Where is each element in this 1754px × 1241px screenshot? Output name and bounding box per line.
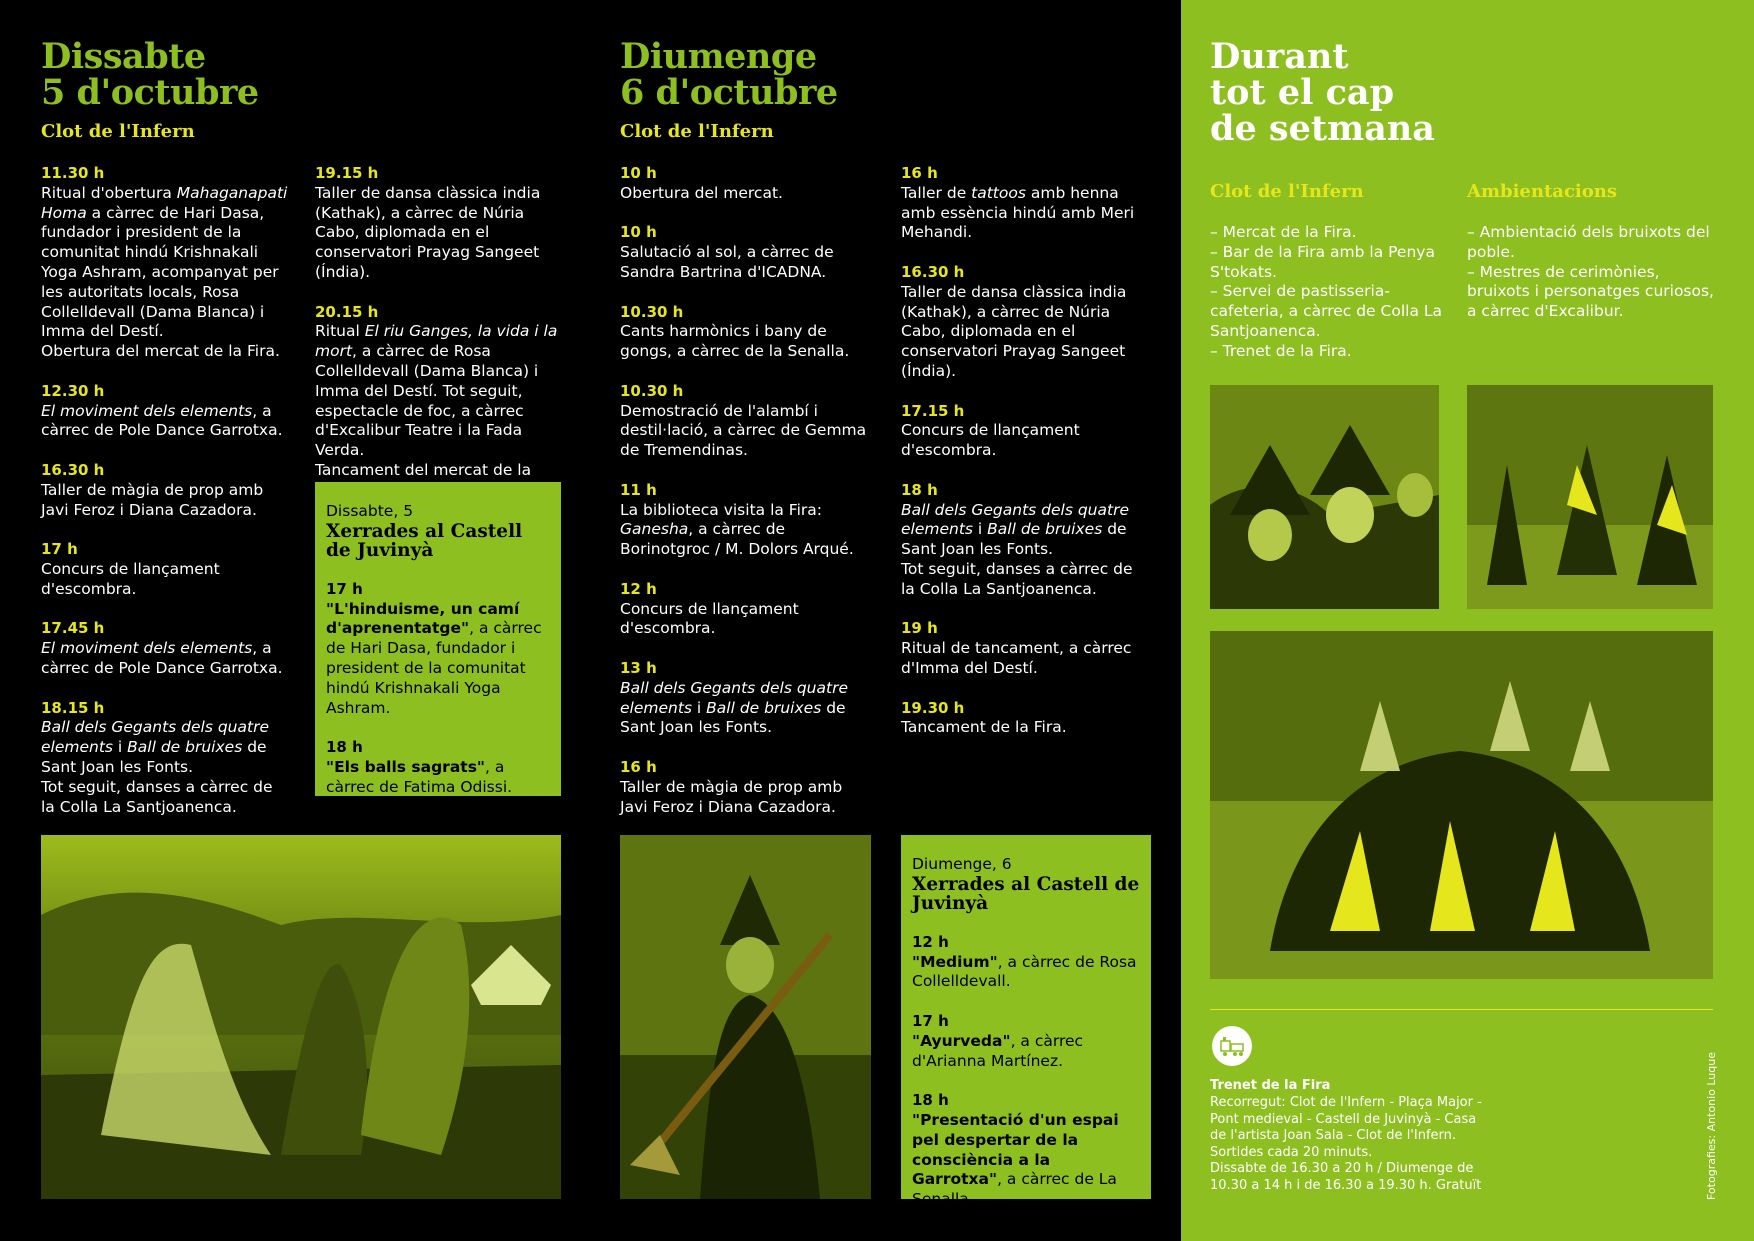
saturday-schedule-col2 — [315, 164, 565, 520]
event-time: 18 h — [912, 1091, 949, 1110]
schedule-item — [620, 382, 870, 461]
weekend-title — [1210, 36, 1435, 149]
saturday-title — [41, 36, 259, 113]
list-item: Dissabte de 16.30 a 20 h / Diumenge de — [1210, 1161, 1474, 1176]
event-description: Ritual d'obertura Mahaganapati Homa a càrrec de Hari Dasa, fundador i president de la comunitat hindú Krishnakali Yoga Ashram, acompanyat per les autoritats locals, Rosa Collelldevall (Dama Blanca) i Imma del Destí. Obertura del mercat de la Fira. — [41, 183, 288, 361]
sunday-schedule-col1 — [620, 164, 870, 837]
event-time: 16 h — [620, 757, 657, 776]
event-description: Taller de màgia de prop amb Javi Feroz i Diana Cazadora. — [620, 777, 843, 816]
event-time: 10 h — [620, 164, 657, 182]
weekend-title-line3: de setmana — [1210, 108, 1435, 149]
schedule-item — [620, 580, 870, 639]
schedule-item — [326, 738, 550, 797]
saturday-talks-box — [315, 482, 561, 796]
event-description: "Presentació d'un espai pel despertar de la consciència a la Garrotxa", a càrrec de La Senalla — [912, 1110, 1119, 1209]
event-time: 17 h — [41, 540, 78, 559]
schedule-item — [901, 699, 1151, 739]
schedule-item — [41, 164, 288, 362]
schedule-item — [326, 580, 550, 719]
event-time: 11 h — [620, 480, 657, 499]
schedule-item — [620, 659, 870, 738]
event-description: Ball dels Gegants dels quatre elements i Ball de bruixes de Sant Joan les Fonts. Tot seguit, danses a càrrec de la Colla La Santjoanenca. — [901, 500, 1133, 598]
weekend-ambient-list — [1467, 223, 1722, 322]
schedule-item — [912, 1091, 1140, 1210]
weekend-ambient-section — [1467, 181, 1722, 322]
saturday-title-line2: 5 d'octubre — [41, 72, 259, 113]
event-time: 12 h — [620, 579, 657, 598]
event-time: 10 h — [620, 223, 657, 242]
schedule-item — [315, 303, 565, 501]
photo-giants-dance — [41, 835, 561, 1199]
event-description: "L'hinduisme, un camí d'aprenentatge", a càrrec de Hari Dasa, fundador i president de la comunitat hindú Krishnakali Yoga Ashram. — [326, 599, 542, 717]
event-description: El moviment dels elements, a càrrec de Pole Dance Garrotxa. — [41, 639, 283, 677]
sunday-title-line1: Diumenge — [620, 36, 817, 77]
event-time: 17 h — [326, 579, 363, 598]
event-description: Ritual El riu Ganges, la vida i la mort, a càrrec de Rosa Collelldevall (Dama Blanca) i Imma del Destí. Tot seguit, espectacle de foc, a càrrec d'Excalibur Teatre i la Fada Verda. Tancament del mercat de la — [315, 322, 558, 479]
talks-date: Diumenge, 6 — [912, 855, 1012, 873]
event-description: Taller de tattoos amb henna amb essència hindú amb Meri Mehandi. — [901, 183, 1135, 242]
sunday-schedule-col2 — [901, 164, 1151, 758]
schedule-item — [901, 263, 1151, 382]
list-item: – Mestres de cerimònies, bruixots i personatges curiosos, a càrrec d'Excalibur. — [1467, 262, 1714, 321]
schedule-item — [620, 481, 870, 560]
event-description: Salutació al sol, a càrrec de Sandra Bartrina d'ICADNA. — [620, 243, 834, 281]
event-time: 16 h — [901, 164, 938, 182]
saturday-title-line1: Dissabte — [41, 36, 206, 77]
schedule-item — [41, 461, 288, 520]
event-description: "Medium", a càrrec de Rosa Collelldevall. — [912, 952, 1137, 991]
event-description: Tancament de la Fira. — [901, 718, 1067, 737]
event-time: 17.15 h — [901, 401, 965, 420]
train-description — [1210, 1095, 1500, 1194]
list-item: Pont medieval - Castell de Juvinyà - Casa — [1210, 1111, 1477, 1127]
talks-title: Xerrades al Castell de Juvinyà — [912, 873, 1140, 915]
event-time: 12 h — [912, 932, 949, 951]
event-description: Cants harmònics i bany de gongs, a càrrec de la Senalla. — [620, 322, 850, 361]
weekend-clot-heading: Clot de l'Infern — [1210, 181, 1364, 202]
sunday-location: Clot de l'Infern — [620, 121, 774, 142]
photo-witch-with-broom — [620, 835, 871, 1199]
event-time: 17 h — [912, 1011, 949, 1030]
photo-witches-dancing — [1467, 385, 1713, 609]
list-item: – Trenet de la Fira. — [1210, 341, 1352, 360]
list-item: – Servei de pastisseria-cafeteria, a càrrec de Colla La Santjoanenca. — [1210, 282, 1443, 340]
saturday-location: Clot de l'Infern — [41, 121, 195, 142]
sunday-title — [620, 36, 838, 113]
schedule-item — [620, 303, 870, 362]
list-item: Recorregut: Clot de l'Infern - Plaça Major - — [1210, 1095, 1482, 1110]
talks-list — [326, 580, 550, 798]
event-description: Ball dels Gegants dels quatre elements i Ball de bruixes de Sant Joan les Fonts. Tot seguit, danses a càrrec de la Colla La Santjoanenca. — [41, 718, 273, 816]
event-description: "Els balls sagrats", a càrrec de Fatima Odissi. — [326, 757, 513, 796]
schedule-item — [41, 540, 288, 599]
weekend-clot-list — [1210, 223, 1450, 362]
event-description: La biblioteca visita la Fira: Ganesha, a càrrec de Borinotgroc / M. Dolors Arqué. — [620, 500, 854, 559]
schedule-item — [620, 758, 870, 817]
schedule-item — [912, 933, 1140, 992]
schedule-item — [41, 699, 288, 818]
event-description: Demostració de l'alambí i destil·lació, a càrrec de Gemma de Tremendinas. — [620, 401, 867, 460]
schedule-item — [901, 619, 1151, 678]
event-description: Ball dels Gegants dels quatre elements i Ball de bruixes de Sant Joan les Fonts. — [620, 678, 848, 737]
sunday-talks-box — [901, 835, 1151, 1209]
schedule-item — [620, 164, 870, 204]
list-item: de l'artista Joan Sala - Clot de l'Infern. — [1210, 1128, 1457, 1143]
talks-date: Dissabte, 5 — [326, 502, 414, 520]
event-time: 19.15 h — [315, 164, 379, 182]
schedule-item — [41, 382, 288, 441]
event-description: El moviment dels elements, a càrrec de Pole Dance Garrotxa. — [41, 401, 283, 440]
event-description: Taller de màgia de prop amb Javi Feroz i Diana Cazadora. — [41, 480, 264, 519]
photo-credit: Fotografies: Antonio Luque — [1705, 1051, 1718, 1200]
list-item: – Ambientació dels bruixots del poble. — [1467, 223, 1710, 261]
event-time: 16.30 h — [41, 460, 105, 479]
schedule-item — [315, 164, 565, 283]
schedule-item — [620, 223, 870, 282]
sunday-title-line2: 6 d'octubre — [620, 72, 838, 113]
event-time: 19.30 h — [901, 698, 965, 717]
event-description: Concurs de llançament d'escombra. — [620, 599, 799, 638]
event-time: 18 h — [901, 480, 938, 499]
event-time: 13 h — [620, 658, 657, 677]
weekend-ambient-heading: Ambientacions — [1467, 181, 1617, 202]
talks-list — [912, 933, 1140, 1210]
event-time: 10.30 h — [620, 381, 684, 400]
photo-witches-circle — [1210, 631, 1713, 979]
saturday-schedule-col1 — [41, 164, 288, 837]
event-time: 18 h — [326, 738, 363, 757]
event-time: 10.30 h — [620, 302, 684, 321]
schedule-item — [901, 164, 1151, 243]
event-time: 20.15 h — [315, 302, 379, 321]
event-description: Ritual de tancament, a càrrec d'Imma del Destí. — [901, 639, 1132, 677]
event-description: Concurs de llançament d'escombra. — [901, 421, 1080, 460]
schedule-item — [41, 619, 288, 678]
schedule-item — [901, 402, 1151, 461]
weekend-title-line1: Durant — [1210, 36, 1349, 77]
event-description: Taller de dansa clàssica india (Kathak), a càrrec de Núria Cabo, diplomada en el conservatori Prayag Sangeet (Índia). — [315, 183, 541, 281]
event-time: 16.30 h — [901, 262, 965, 281]
event-time: 18.15 h — [41, 698, 105, 717]
list-item: 10.30 a 14 h i de 16.30 a 19.30 h. Gratuït — [1210, 1177, 1482, 1193]
event-description: Taller de dansa clàssica india (Kathak), a càrrec de Núria Cabo, diplomada en el conservatori Prayag Sangeet (Índia). — [901, 282, 1127, 380]
list-item: – Bar de la Fira amb la Penya S'tokats. — [1210, 242, 1435, 281]
event-description: Obertura del mercat. — [620, 183, 783, 202]
train-title: Trenet de la Fira — [1210, 1078, 1331, 1093]
event-time: 12.30 h — [41, 381, 105, 400]
event-time: 11.30 h — [41, 164, 105, 182]
weekend-clot-section — [1210, 181, 1450, 362]
list-item: Sortides cada 20 minuts. — [1210, 1144, 1373, 1160]
event-time: 17.45 h — [41, 619, 105, 638]
weekend-title-line2: tot el cap — [1210, 72, 1395, 113]
divider-line — [1210, 1009, 1713, 1010]
event-description: Concurs de llançament d'escombra. — [41, 559, 220, 598]
talks-title: Xerrades al Castell de Juvinyà — [326, 520, 523, 562]
schedule-item — [901, 481, 1151, 600]
train-icon — [1212, 1026, 1252, 1066]
event-time: 19 h — [901, 619, 938, 638]
photo-witches-closeup — [1210, 385, 1439, 609]
schedule-item — [912, 1012, 1140, 1071]
list-item: – Mercat de la Fira. — [1210, 223, 1357, 241]
event-description: "Ayurveda", a càrrec d'Arianna Martínez. — [912, 1031, 1084, 1070]
